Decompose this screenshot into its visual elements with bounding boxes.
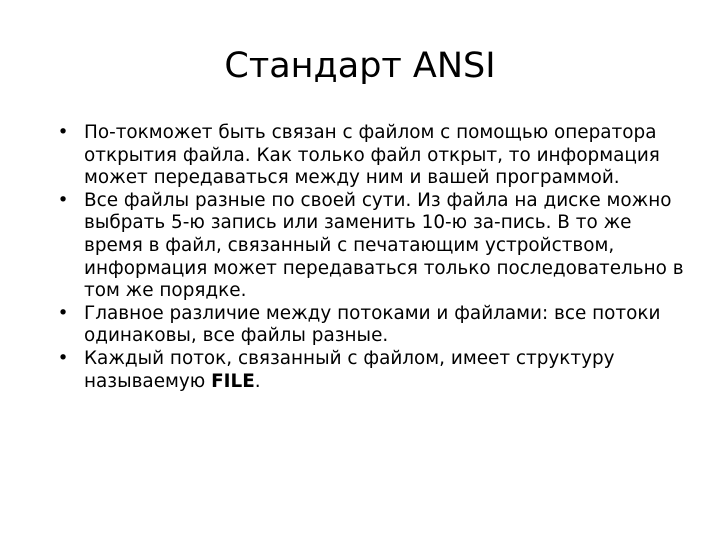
bullet-text: По-токможет быть связан с файлом с помощью оператора открытия файла. Как только файл открыт, то информация может передаваться между ним и вашей программой. [84, 122, 660, 189]
bullet-dot-icon: • [57, 347, 69, 369]
bullet-item [56, 348, 696, 393]
bullet-text-end: . [254, 370, 261, 392]
bullet-dot-icon: • [57, 122, 69, 143]
bullet-dot-icon: • [57, 189, 69, 211]
bullet-item [56, 122, 696, 190]
bullet-list [56, 122, 696, 393]
bullet-text: Все файлы разные по своей сути. Из файла на диске можно выбрать 5-ю запись или заменить 10-ю за-пись. В то же время в файл, связанный с печатающим устройством, информация может передаваться только последовательно в том же порядке. [84, 189, 684, 302]
slide-title: Стандарт ANSI [224, 46, 496, 86]
bullet-item [56, 190, 696, 303]
bullet-text-emphasis: FILE [211, 370, 255, 392]
bullet-text: Главное различие между потоками и файлами: все потоки одинаковы, все файлы разные. [84, 302, 661, 347]
bullet-dot-icon: • [57, 302, 69, 324]
bullet-item [56, 303, 696, 348]
bullet-text: Каждый поток, связанный с файлом, имеет структуру называемую [84, 347, 615, 392]
